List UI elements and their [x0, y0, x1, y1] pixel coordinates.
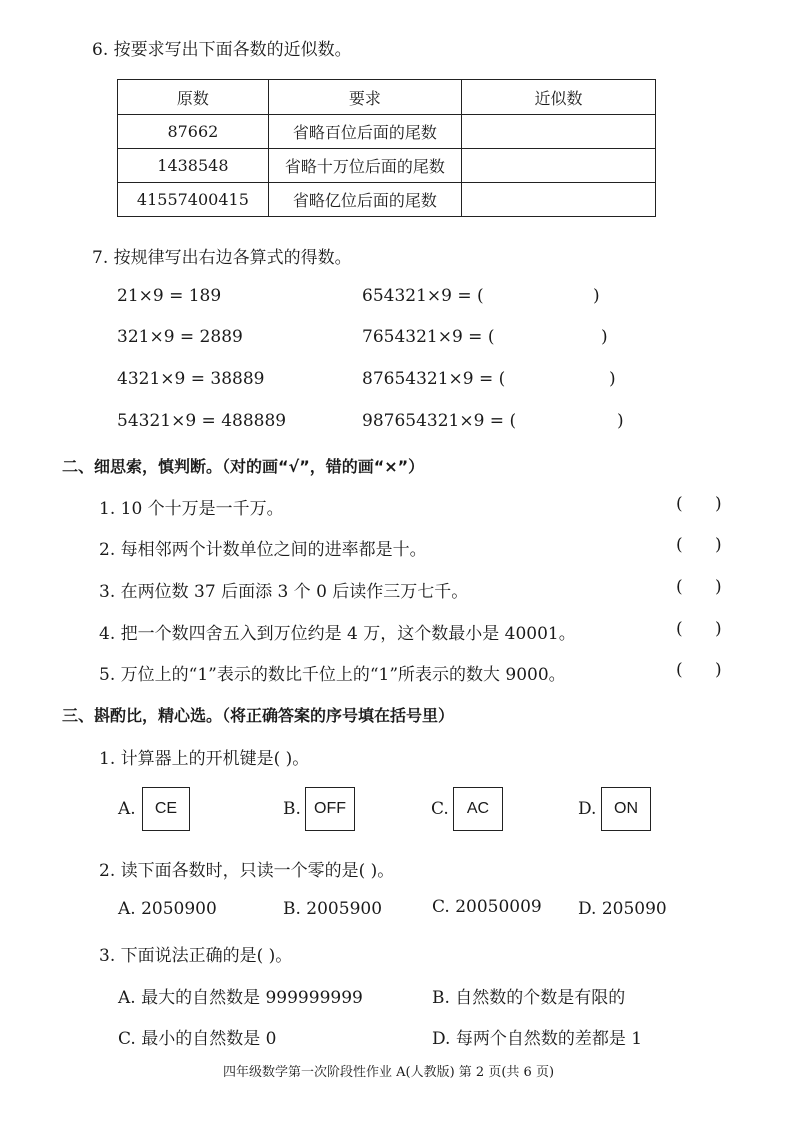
pattern-left-2: 321×9 = 2889 — [117, 327, 243, 347]
header-requirement: 要求 — [268, 80, 461, 115]
judge-item-1: 1. 10 个十万是一千万。 — [99, 499, 284, 519]
pattern-left-4: 54321×9 = 488889 — [117, 411, 287, 431]
row-answer-cell[interactable] — [461, 183, 655, 217]
choice-q3-text: 3. 下面说法正确的是( )。 — [99, 946, 293, 966]
choice-q1-option-d-letter: D. — [578, 799, 597, 819]
header-original-number: 原数 — [118, 80, 269, 115]
row-number: 1438548 — [118, 149, 269, 183]
table-row — [118, 183, 656, 217]
choice-q2-option-b: B. 2005900 — [283, 899, 383, 919]
row-answer-cell[interactable] — [461, 115, 655, 149]
approximation-table — [117, 79, 656, 217]
choice-q3-option-a: A. 最大的自然数是 999999999 — [118, 988, 363, 1008]
row-requirement: 省略亿位后面的尾数 — [268, 183, 461, 217]
judge-item-4: 4. 把一个数四舍五入到万位约是 4 万，这个数最小是 40001。 — [99, 624, 576, 644]
judge-answer-3[interactable]: ( ) — [676, 577, 722, 597]
pattern-right-1: 654321×9 = ( — [362, 286, 484, 306]
judge-answer-5[interactable]: ( ) — [676, 660, 722, 680]
choice-q3-option-c: C. 最小的自然数是 0 — [118, 1029, 277, 1049]
table-row — [118, 115, 656, 149]
page-footer: 四年级数学第一次阶段性作业 A(人教版) 第 2 页(共 6 页) — [223, 1065, 555, 1080]
judge-answer-2[interactable]: ( ) — [676, 535, 722, 555]
choice-q1-text: 1. 计算器上的开机键是( )。 — [99, 749, 310, 769]
choice-q1-option-a-letter: A. — [118, 799, 136, 819]
choice-q3-option-b: B. 自然数的个数是有限的 — [432, 988, 626, 1008]
row-number: 41557400415 — [118, 183, 269, 217]
row-requirement: 省略十万位后面的尾数 — [268, 149, 461, 183]
row-number: 87662 — [118, 115, 269, 149]
choice-q1-option-b-letter: B. — [283, 799, 301, 819]
calculator-key-ac[interactable]: AC — [453, 787, 503, 831]
choice-q2-option-d: D. 205090 — [578, 899, 667, 919]
row-requirement: 省略百位后面的尾数 — [268, 115, 461, 149]
pattern-left-1: 21×9 = 189 — [117, 286, 222, 306]
table-header-row — [118, 80, 656, 115]
pattern-right-3: 87654321×9 = ( — [362, 369, 506, 389]
judge-item-5: 5. 万位上的“1”表示的数比千位上的“1”所表示的数大 9000。 — [99, 665, 566, 685]
pattern-left-3: 4321×9 = 38889 — [117, 369, 265, 389]
q6-title: 6. 按要求写出下面各数的近似数。 — [92, 40, 352, 60]
pattern-right-4: 987654321×9 = ( — [362, 411, 517, 431]
header-approximation: 近似数 — [461, 80, 655, 115]
pattern-right-4-close: ) — [617, 411, 624, 431]
section3-title: 三、斟酌比，精心选。（将正确答案的序号填在括号里） — [62, 706, 455, 725]
table-row — [118, 149, 656, 183]
choice-q2-text: 2. 读下面各数时，只读一个零的是( )。 — [99, 861, 395, 881]
choice-q1-option-c-letter: C. — [431, 799, 449, 819]
calculator-key-on[interactable]: ON — [601, 787, 651, 831]
pattern-right-2-close: ) — [601, 327, 608, 347]
pattern-right-3-close: ) — [609, 369, 616, 389]
pattern-right-1-close: ) — [593, 286, 600, 306]
judge-answer-4[interactable]: ( ) — [676, 619, 722, 639]
calculator-key-off[interactable]: OFF — [305, 787, 355, 831]
calculator-key-ce[interactable]: CE — [142, 787, 190, 831]
q7-title: 7. 按规律写出右边各算式的得数。 — [92, 248, 352, 268]
row-answer-cell[interactable] — [461, 149, 655, 183]
choice-q2-option-c: C. 20050009 — [432, 897, 542, 917]
judge-item-3: 3. 在两位数 37 后面添 3 个 0 后读作三万七千。 — [99, 582, 469, 602]
judge-item-2: 2. 每相邻两个计数单位之间的进率都是十。 — [99, 540, 427, 560]
pattern-right-2: 7654321×9 = ( — [362, 327, 495, 347]
judge-answer-1[interactable]: ( ) — [676, 494, 722, 514]
section2-title: 二、细思索，慎判断。（对的画“√”，错的画“×”） — [62, 457, 425, 476]
choice-q2-option-a: A. 2050900 — [118, 899, 217, 919]
choice-q3-option-d: D. 每两个自然数的差都是 1 — [432, 1029, 643, 1049]
